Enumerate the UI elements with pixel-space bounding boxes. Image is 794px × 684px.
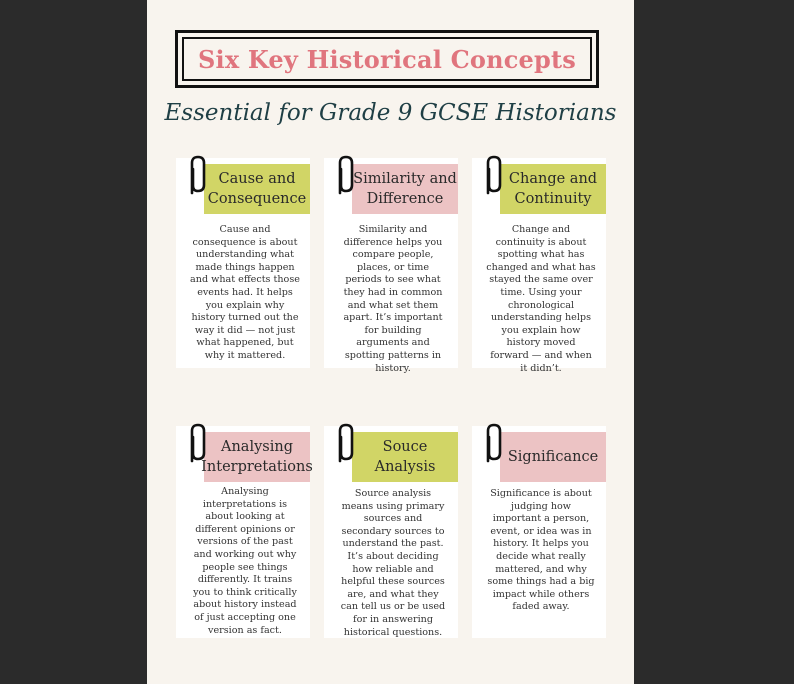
card-heading-line1: Significance: [507, 449, 599, 465]
page-subtitle: Essential for Grade 9 GCSE Historians: [164, 100, 617, 126]
card-heading: [204, 164, 310, 214]
concept-card-source-analysis: [324, 426, 458, 638]
torn-edge: [468, 166, 474, 362]
paperclip-icon: [184, 423, 210, 467]
concept-card-cause-consequence: [176, 158, 310, 368]
card-heading-line2: Analysis: [374, 459, 436, 475]
card-heading: [500, 432, 606, 482]
card-body-text: Similarity and difference helps you compare people, places, or time periods to see what they had in common and what set them apart. It’s important for building arguments and spotting patterns in history.: [343, 224, 443, 374]
torn-edge: [320, 434, 326, 632]
page: [147, 0, 634, 684]
paperclip-icon: [332, 155, 358, 199]
card-body-text: Source analysis means using primary sources and secondary sources to understand the past. It’s about deciding how reliable and helpful these sources are, and what they can tell us or be used for in answering historical questions.: [340, 488, 446, 638]
torn-edge: [320, 166, 326, 362]
concept-card-analysing-interpretations: [176, 426, 313, 638]
concept-card-change-continuity: [472, 158, 606, 374]
title-frame: [175, 30, 599, 88]
card-body-text: Analysing interpretations is about looking at different opinions or versions of the past and working out why people see things differently. It trains you to think critically about history instead of just accepting one version as fact.: [193, 486, 297, 636]
card-heading-line2: Difference: [366, 191, 444, 207]
card-heading-line1: Change and: [508, 171, 598, 187]
card-heading: [500, 164, 606, 214]
card-heading-line1: Souce: [382, 439, 428, 455]
paperclip-icon: [332, 423, 358, 467]
card-heading-line2: Continuity: [514, 191, 592, 207]
card-heading-line2: Consequence: [207, 191, 307, 207]
card-heading: [352, 432, 458, 482]
paperclip-icon: [480, 423, 506, 467]
card-body-text: Change and continuity is about spotting what has changed and what has stayed the same over time. Using your chronological understanding helps you explain how history moved forward — and when it didn’t.: [486, 224, 596, 374]
card-heading-line1: Analysing: [221, 439, 293, 455]
card-heading: [201, 432, 313, 482]
paperclip-icon: [184, 155, 210, 199]
card-heading-line1: Similarity and: [353, 171, 457, 187]
title-inner-border: [182, 37, 592, 81]
torn-edge: [172, 434, 178, 632]
torn-edge: [468, 434, 474, 632]
paperclip-icon: [480, 155, 506, 199]
card-heading-line2: Interpretations: [201, 459, 313, 475]
card-heading: [352, 164, 458, 214]
card-body-text: Cause and consequence is about understanding what made things happen and what effects those events had. It helps you explain why history turned out the way it did — not just what happened, but why it mattered.: [190, 224, 300, 361]
concept-card-similarity-difference: [324, 158, 458, 374]
torn-edge: [172, 166, 178, 362]
card-body-text: Significance is about judging how important a person, event, or idea was in history. It helps you decide what really mattered, and why some things had a big impact while others faded away.: [487, 488, 595, 613]
card-heading-line1: Cause and: [218, 171, 296, 187]
concept-card-significance: [472, 426, 606, 638]
page-title: Six Key Historical Concepts: [197, 44, 577, 74]
